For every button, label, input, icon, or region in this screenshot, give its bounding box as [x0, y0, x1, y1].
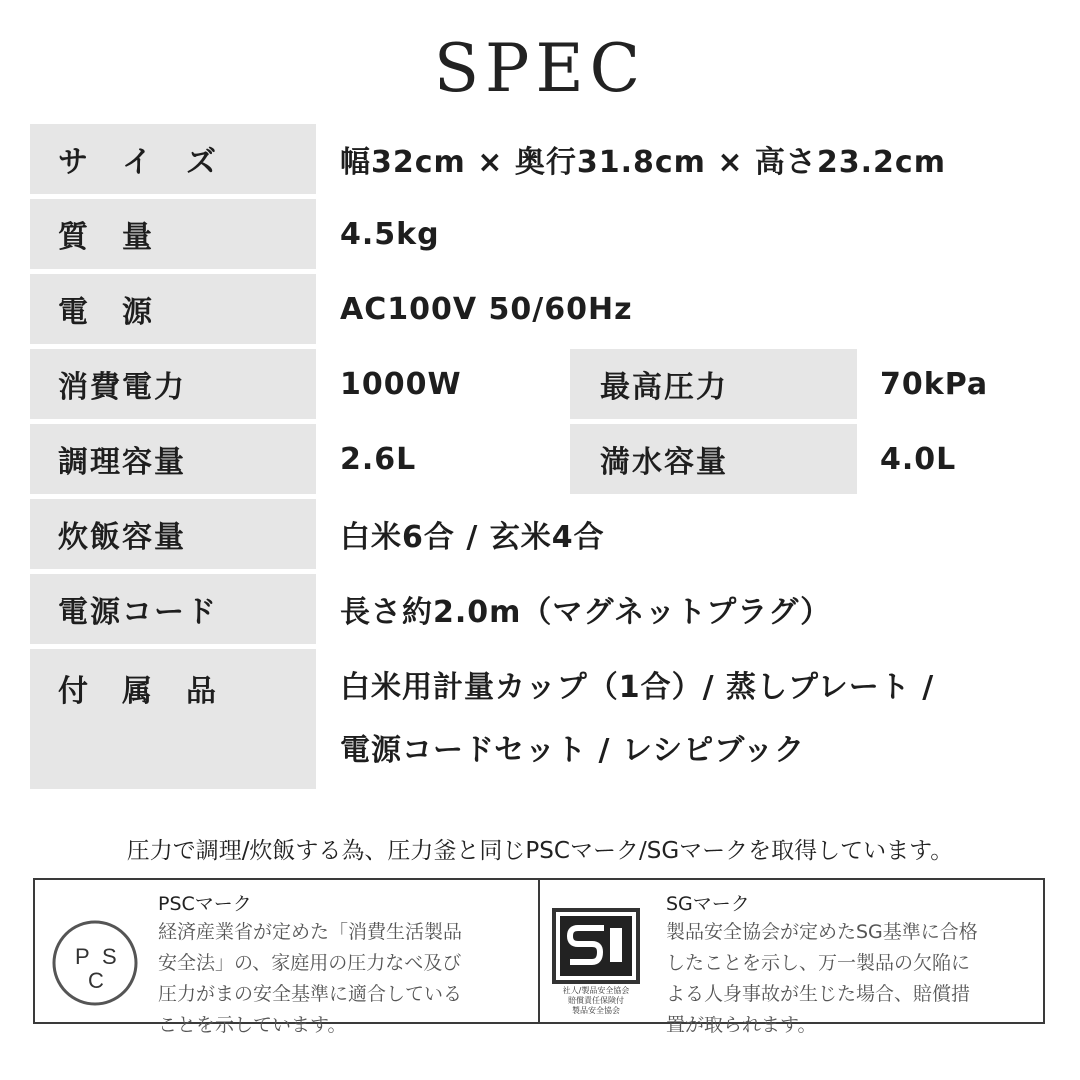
- psc-title: PSCマーク: [158, 893, 252, 915]
- spec-label-size: サ イ ズ: [30, 124, 316, 194]
- spec-value-cord: 長さ約2.0m（マグネットプラグ）: [340, 595, 832, 630]
- spec-label-cooking-capacity: 調理容量: [30, 424, 316, 494]
- sg-logo-caption-3: 製品安全協会: [572, 1006, 620, 1015]
- spec-value-size: 幅32cm × 奥行31.8cm × 高さ23.2cm: [340, 145, 946, 180]
- spec-value-accessories-line1: 白米用計量カップ（1合）/ 蒸しプレート /: [340, 670, 935, 705]
- spec-label-rice-capacity: 炊飯容量: [30, 499, 316, 569]
- sg-logo-caption-1: 社人/製品安全協会: [562, 986, 630, 995]
- spec-value-weight: 4.5kg: [340, 216, 440, 252]
- spec-label-accessories: 付 属 品: [30, 649, 316, 789]
- spec-value-max-pressure: 70kPa: [880, 366, 989, 402]
- spec-label-water-capacity: 満水容量: [570, 424, 857, 494]
- psc-logo-letter-s: S: [102, 944, 117, 969]
- psc-logo-letter-p: P: [75, 944, 90, 969]
- spec-value-water-capacity: 4.0L: [880, 441, 957, 477]
- psc-description: 経済産業省が定めた「消費生活製品 安全法」の、家庭用の圧力なべ及び 圧力がまの安全基準に適合している ことを示しています。: [158, 921, 463, 1036]
- spec-label-consumption: 消費電力: [30, 349, 316, 419]
- certification-divider: [538, 878, 540, 1024]
- spec-label-weight: 質 量: [30, 199, 316, 269]
- sg-title: SGマーク: [666, 893, 750, 915]
- sg-mark-icon: [552, 908, 640, 1018]
- psc-logo-letter-c: C: [88, 968, 104, 993]
- spec-value-consumption: 1000W: [340, 366, 462, 402]
- spec-label-cord: 電源コード: [30, 574, 316, 644]
- spec-value-rice-capacity: 白米6合 / 玄米4合: [340, 520, 605, 555]
- spec-value-cooking-capacity: 2.6L: [340, 441, 417, 477]
- psc-mark-icon: [50, 918, 140, 1008]
- spec-value-accessories-line2: 電源コードセット / レシピブック: [340, 733, 806, 768]
- spec-label-max-pressure: 最高圧力: [570, 349, 857, 419]
- certification-note: 圧力で調理/炊飯する為、圧力釜と同じPSCマーク/SGマークを取得しています。: [126, 838, 954, 864]
- page-title: SPEC: [433, 30, 647, 107]
- sg-logo-caption-2: 賠償責任保険付: [568, 996, 624, 1005]
- sg-description: 製品安全協会が定めたSG基準に合格 したことを示し、万一製品の欠陥に よる人身事故が生じた場合、賠償措 置が取られます。: [666, 921, 978, 1036]
- spec-label-power: 電 源: [30, 274, 316, 344]
- spec-value-power: AC100V 50/60Hz: [340, 291, 633, 327]
